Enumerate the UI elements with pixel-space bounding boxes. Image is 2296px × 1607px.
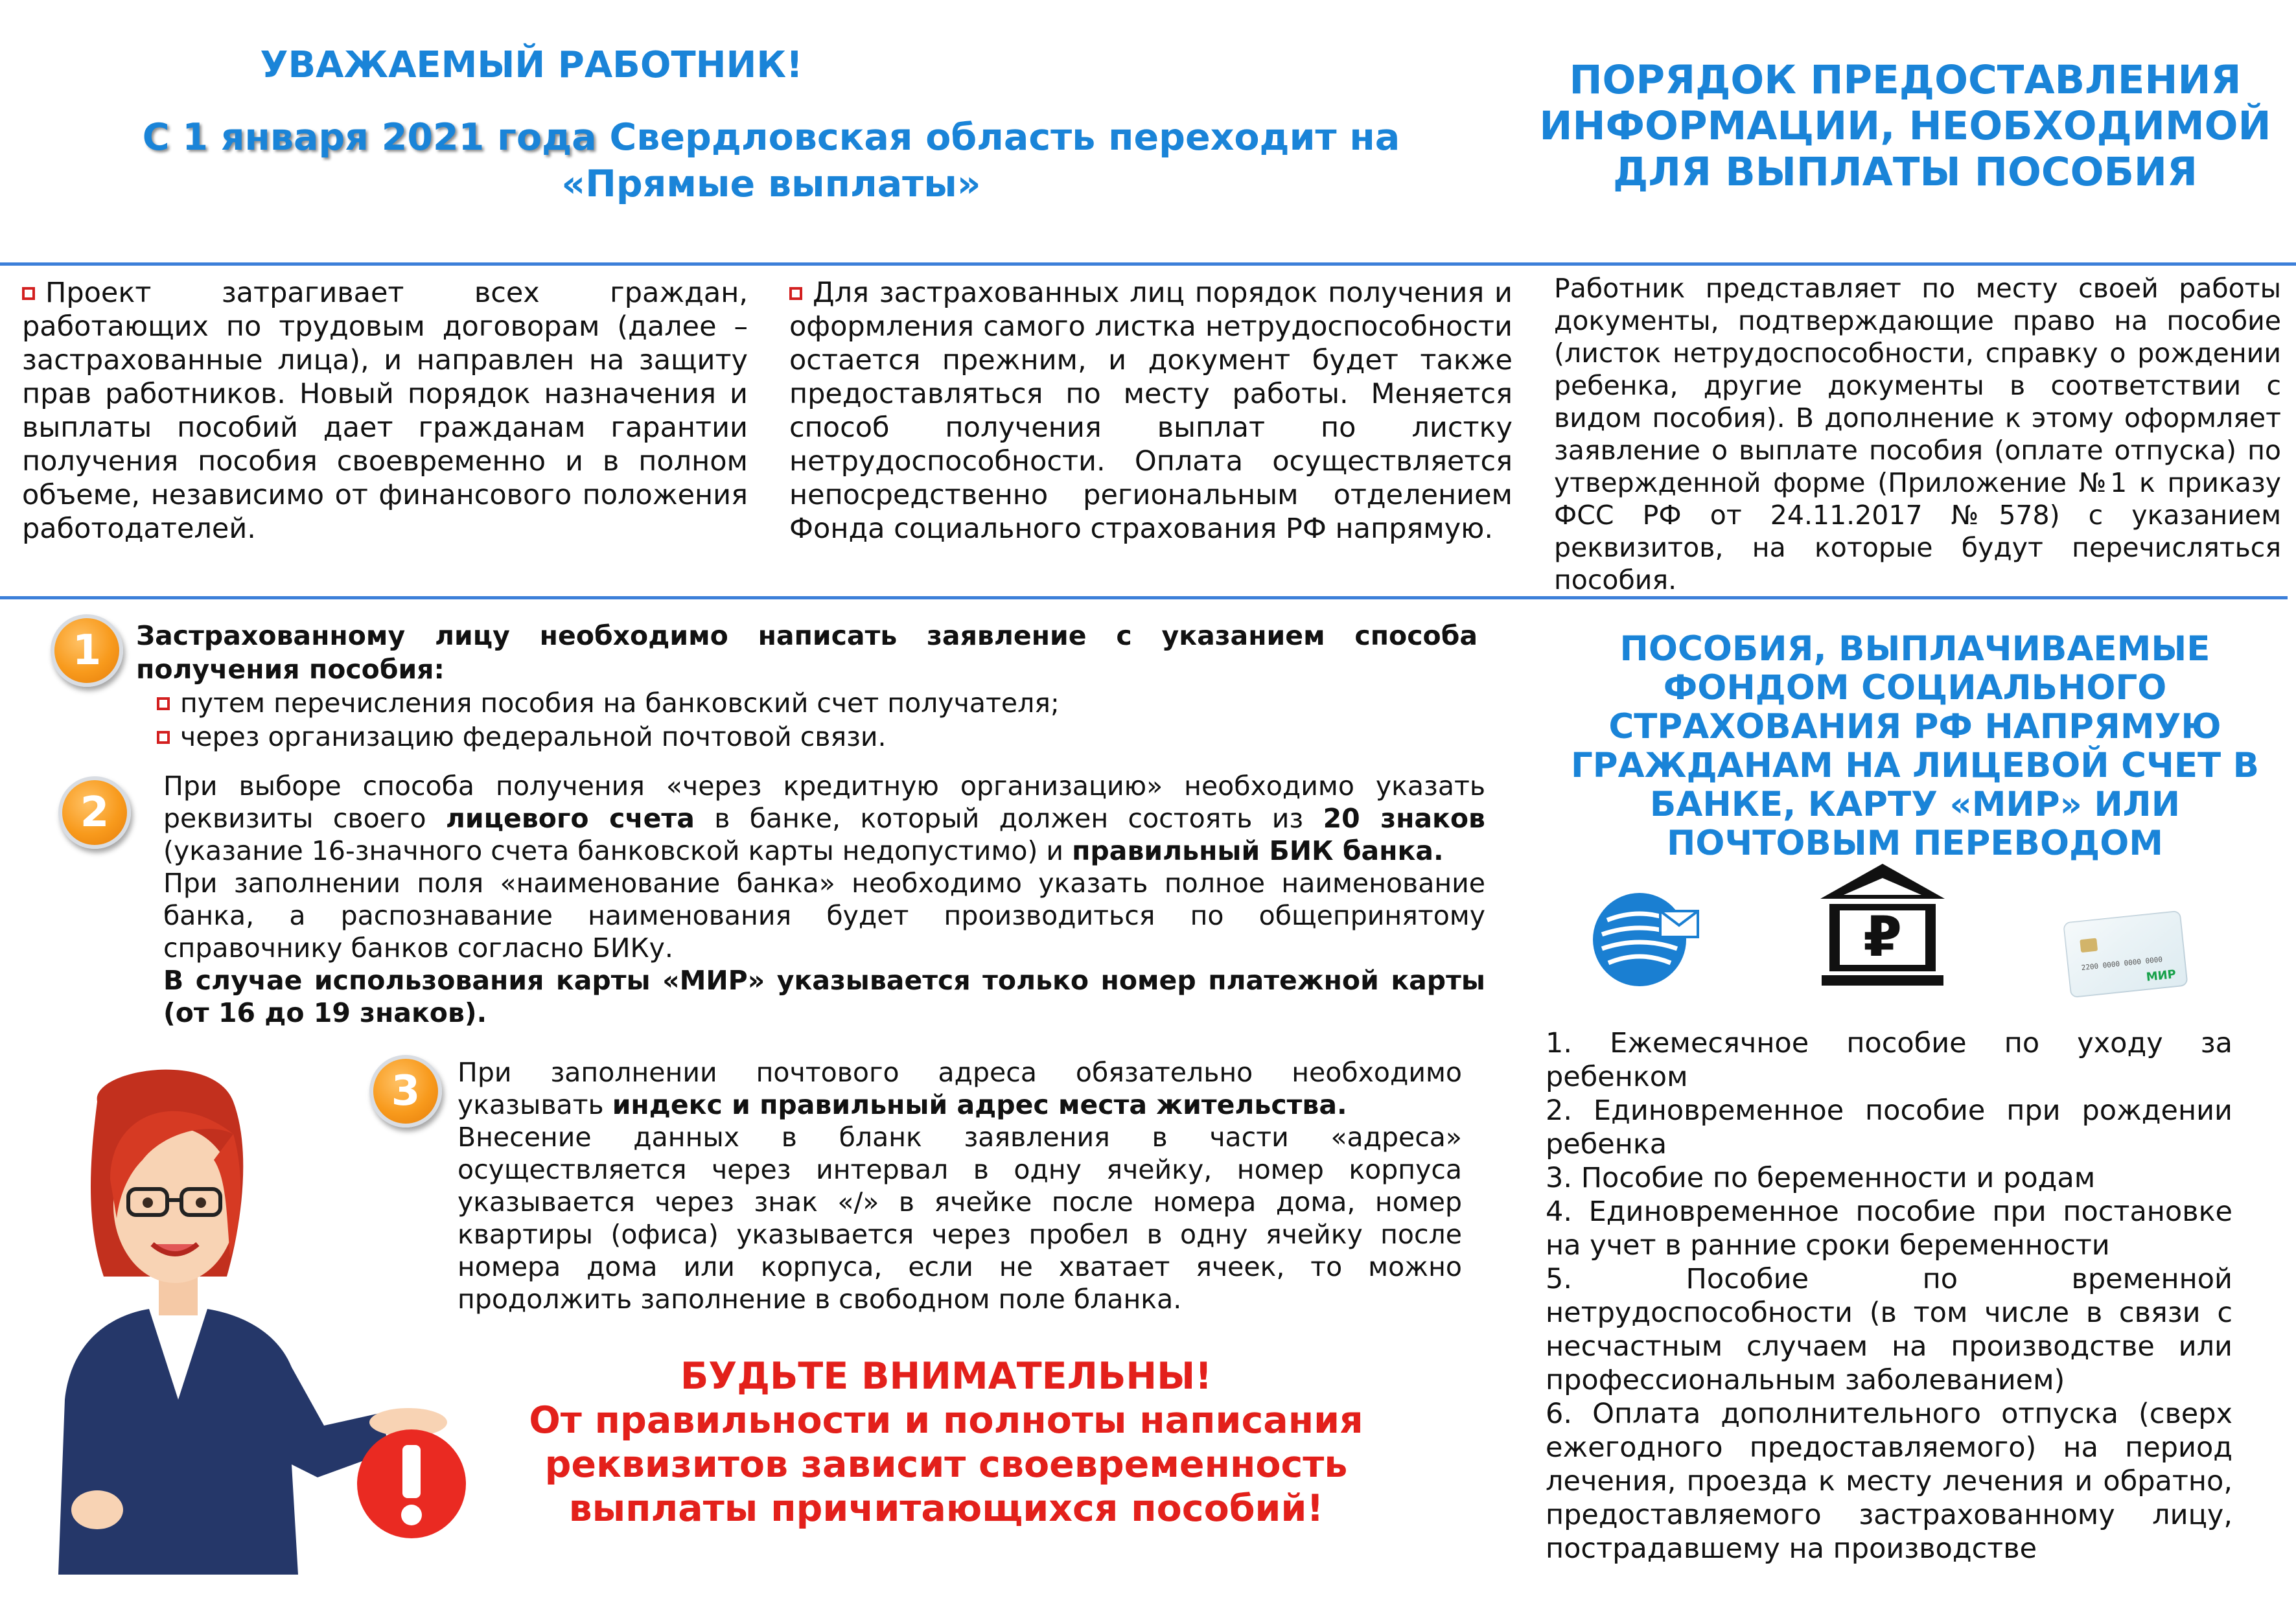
announcement-rest: Свердловская область переходит на [596, 116, 1400, 159]
checkbox-bullet-icon [22, 287, 35, 300]
step-1-option-text: через организацию федеральной почтовой связи. [180, 721, 887, 752]
benefits-title-line: ПОЧТОВЫМ ПЕРЕВОДОМ [1666, 824, 2163, 863]
step-1-option [136, 686, 1478, 720]
step-2-bold-digits: 20 знаков [1323, 803, 1485, 834]
benefits-title-line: БАНКЕ, КАРТУ «МИР» ИЛИ [1649, 785, 2181, 824]
step-2-block [163, 770, 1485, 1029]
step-2-bold-bik: правильный БИК банка. [1072, 835, 1444, 866]
step-1-badge: 1 [51, 614, 123, 687]
column-project-text: Проект затрагивает всех граждан, работающих по трудовым договорам (далее – застрахованные лица), и направлен на защиту прав работников. Новый порядок назначения и выплаты пособий дает гражданам гарантии получения пособия своевременно и в полном объеме, независимо от финансового положения работодателей. [22, 277, 748, 545]
warning-title: БУДЬТЕ ВНИМАТЕЛЬНЫ! [680, 1355, 1212, 1398]
benefit-item: 3. Пособие по беременности и родам [1546, 1162, 2096, 1194]
mid-divider [0, 596, 2288, 599]
benefits-list [1546, 1026, 2232, 1566]
column-sick-leave-text: Для застрахованных лиц порядок получения и оформления самого листка нетрудоспособности остается прежним, и документ будет также предоставляться по месту работы. Меняется способ получения выплат по листку нетрудоспособности. Оплата осуществляется непосредственно региональным отделением Фонда социального страхования РФ напрямую. [789, 277, 1513, 545]
mir-card-label: МИР [2145, 967, 2177, 984]
benefit-item: 4. Единовременное пособие при постановке на учет в ранние сроки беременности [1546, 1196, 2232, 1262]
announcement [91, 114, 1452, 207]
mir-card-number: 2200 0000 0000 0000 [2081, 955, 2163, 973]
checkbox-bullet-icon [157, 731, 170, 744]
benefit-item: 1. Ежемесячное пособие по уходу за ребенком [1546, 1027, 2232, 1093]
mir-card-icon [2061, 904, 2190, 1004]
fss-logo-icon [1588, 888, 1704, 991]
top-divider [0, 262, 2296, 266]
step-2-mir-note: В случае использования карты «МИР» указывается только номер платежной карты (от 16 до 19 знаков). [163, 965, 1485, 1028]
svg-text:₽: ₽ [1863, 905, 1902, 969]
benefits-title-line: ПОСОБИЯ, ВЫПЛАЧИВАЕМЫЕ [1619, 629, 2210, 669]
benefit-item: 5. Пособие по временной нетрудоспособности (в том числе в связи с несчастным случаем на производстве или профессиональным заболеванием) [1546, 1263, 2232, 1396]
benefits-title [1549, 630, 2281, 863]
hip-hand [71, 1490, 123, 1529]
procedure-title [1536, 57, 2275, 195]
step-3-bold-address: индекс и правильный адрес места жительства. [612, 1089, 1347, 1120]
step-2-badge: 2 [58, 776, 131, 849]
step-2-paragraph [163, 770, 1485, 867]
step-2-bank-name-note: При заполнении поля «наименование банка» необходимо указать полное наименование банка, а распознавание наименования будет производиться по общепринятому справочнику банков согласно БИКу. [163, 868, 1485, 964]
warning-block [480, 1354, 1413, 1531]
exclamation-warning-icon [353, 1426, 470, 1542]
step-3-text: При заполнении почтового адреса обязательно необходимо указывать [458, 1057, 1462, 1120]
step-1-title: Застрахованному лицу необходимо написать заявление с указанием способа получения пособия: [136, 620, 1478, 685]
warning-line: От правильности и полноты написания [529, 1399, 1363, 1442]
jacket [58, 1309, 389, 1575]
greeting-title: УВАЖАЕМЫЙ РАБОТНИК! [260, 44, 803, 86]
column-project [22, 276, 748, 546]
column-sick-leave [789, 276, 1513, 546]
benefits-title-line: СТРАХОВАНИЯ РФ НАПРЯМУЮ [1608, 707, 2221, 746]
step-3-block [458, 1056, 1462, 1315]
step-3-paragraph [458, 1056, 1462, 1121]
step-2-text: (указание 16-значного счета банковской карты недопустимо) и [163, 835, 1073, 866]
step-3-address-rules: Внесение данных в бланк заявления в части «адреса» осуществляется через интервал в одну ячейку, номер корпуса указывается через знак «/» в ячейке после номера дома, номер квартиры (офиса) указывается через пробел в одну ячейку после номера дома или корпуса, если не хватает ячеек, то можно продолжить заполнение в свободном поле бланка. [458, 1122, 1462, 1315]
announcement-date: С 1 января 2021 года [142, 116, 597, 159]
benefits-title-line: ГРАЖДАНАМ НА ЛИЦЕВОЙ СЧЕТ В [1570, 746, 2260, 785]
step-2-text: При выборе способа получения «через кредитную организацию» необходимо указать реквизиты своего [163, 770, 1485, 834]
step-2-text: в банке, который должен состоять из [694, 803, 1323, 834]
step-2-bold-account: лицевого счета [445, 803, 695, 834]
procedure-title-line: ДЛЯ ВЫПЛАТЫ ПОСОБИЯ [1613, 149, 2197, 195]
procedure-title-line: ПОРЯДОК ПРЕДОСТАВЛЕНИЯ [1569, 57, 2242, 103]
announcement-line2: «Прямые выплаты» [561, 163, 981, 205]
warning-line: реквизитов зависит своевременность [544, 1443, 1348, 1486]
warning-line: выплаты причитающихся пособий! [568, 1487, 1324, 1530]
benefit-item: 2. Единовременное пособие при рождении ребенка [1546, 1094, 2232, 1161]
step-1-option [136, 720, 1478, 754]
step-1-block [136, 619, 1478, 754]
benefits-title-line: ФОНДОМ СОЦИАЛЬНОГО [1663, 668, 2167, 708]
benefit-item: 6. Оплата дополнительного отпуска (сверх ежегодного предоставляемого) на период лечения, проезда к месту лечения и обратно, предоставляемого застрахованному лицу, пострадавшему на производстве [1546, 1398, 2232, 1565]
bank-ruble-icon [1818, 859, 1947, 988]
step-1-option-text: путем перечисления пособия на банковский счет получателя; [180, 688, 1060, 719]
checkbox-bullet-icon [789, 287, 802, 300]
procedure-title-line: ИНФОРМАЦИИ, НЕОБХОДИМОЙ [1539, 103, 2271, 149]
checkbox-bullet-icon [157, 697, 170, 710]
step-3-badge: 3 [369, 1055, 442, 1127]
column-documents: Работник представляет по месту своей работы документы, подтверждающие право на пособие (листок нетрудоспособности, справку о рождении ребенка, другие документы в соответствии с видом пособия). В дополнение к этому оформляет заявление о выплате пособия (оплате отпуска) по утвержденной форме (Приложение №1 к приказу ФСС РФ от 24.11.2017 №578) с указанием реквизитов, на которые будут перечисляться пособия. [1554, 273, 2281, 595]
